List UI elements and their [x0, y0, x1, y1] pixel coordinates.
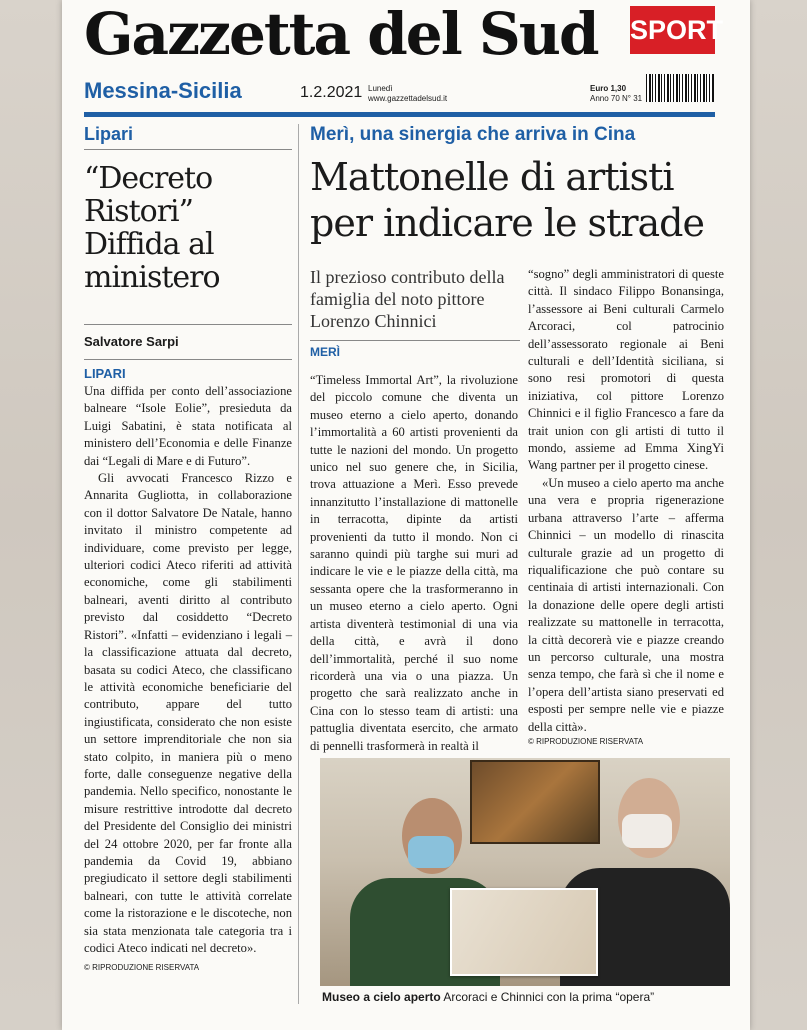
main-subhead: Il prezioso contributo della famiglia del noto pittore Lorenzo Chinnici: [310, 267, 505, 331]
main-column-1: “Timeless Immortal Art”, la rivoluzione del piccolo comune che diventa un museo eterno a cielo aperto, donando l’immortalità a 60 artisti provenienti da tutte le nazioni del mondo. Un progetto unico nel suo genere che, in Sicilia, trova attuazione a Merì. Esso prevede innanzitutto l’installazione di mattonelle in terracotta, dipinte da artisti provenienti da tutto il mondo. Non ci saranno quindi più targhe sui muri ad indicare le vie e le piazze della città, ma sessanta opere che la trasformeranno in un museo eterno a cielo aperto. Ogni artista diventerà testimonial di una via della città, e avrà il dono dell’immortalità, perché il suo nome ricorderà una via o una piazza. Un progetto che sarà realizzato anche in Cina con lo stesso team di artisti: una pattuglia diventata esercito, che armato di pennelli trasformerà in realtà il: [310, 373, 518, 753]
section-label: Lipari: [84, 124, 292, 150]
main-kicker: Merì, una sinergia che arriva in Cina: [310, 124, 636, 145]
left-article: [84, 124, 292, 972]
column-divider: [298, 124, 299, 1004]
year-issue-label: Anno 70 N° 31: [590, 94, 643, 103]
left-body: [84, 383, 292, 957]
issue-day: Lunedì: [368, 84, 393, 93]
left-dateline: LIPARI: [84, 359, 292, 381]
left-paragraph-1: Una diffida per conto dell’associazione balneare “Isole Eolie”, presieduta da Luigi Sabatini, è stata notificata al ministero dell’Economia e delle Finanze dai “Legali di Mare e di Futuro”.: [84, 384, 292, 468]
main-col2-paragraph-2: «Un museo a cielo aperto ma anche una vera e propria rigenerazione urbana attraverso l’arte – afferma Chinnici – un modello di rinascita culturale grazie ad un progetto di riqualificazione che può contare su centinaia di artisti internazionali. Con la donazione delle opere degli artisti realizzate su mattonelle in terracotta, la città decorerà vie e piazze creando un percorso culturale, una mostra senza tempo, che farà sì che il nome e l’opera dell’artista siano preservati ed esposti per sempre nelle vie e piazze della città».: [528, 475, 724, 734]
website-label: www.gazzettadelsud.it: [368, 94, 448, 103]
caption-bold: Museo a cielo aperto: [322, 990, 441, 1004]
main-column-2: [528, 266, 724, 736]
caption-text: Arcoraci e Chinnici con la prima “opera”: [440, 990, 655, 1004]
left-headline: “Decreto Ristori” Diffida al ministero: [84, 161, 220, 295]
face-mask-right: [622, 814, 672, 848]
main-headline: Mattonelle di artisti per indicare le strade: [310, 155, 704, 245]
byline: Salvatore Sarpi: [84, 324, 292, 349]
left-copyright: © RIPRODUZIONE RISERVATA: [84, 963, 200, 973]
price-label: Euro 1,30: [590, 84, 627, 93]
main-dateline: MERÌ: [310, 340, 520, 359]
held-tile-artwork: [450, 888, 598, 976]
sport-badge: SPORT: [630, 6, 715, 54]
main-copyright: © RIPRODUZIONE RISERVATA: [528, 737, 644, 746]
issue-date: 1.2.2021: [300, 84, 363, 101]
left-paragraph-2: Gli avvocati Francesco Rizzo e Annarita Gugliotta, in collaborazione con il dottor Salvatore De Natale, hanno invitato il ministro competente ad individuare, come previsto per legge, ulteriori codici Ateco riferiti ad attività economiche, come gli stabilimenti balneari, aventi diritto al contributo previsto dal cosiddetto “Decreto Ristori”. «Infatti – evidenziano i legali – la classificazione attuata dal decreto, basata su codici Ateco, che classificano le attività economiche beneficiarie del contributo, appare del tutto ingiustificata, considerato che non esiste un settore imprenditoriale che non sia stato colpito, in maniera più o meno forte, dalle conseguenze negative della pandemia. Nello specifico, nonostante le misure restrittive introdotte dal decreto del Presidente del Consiglio dei ministri del 24 ottobre 2020, per far fronte alla pandemia da Covid 19, abbiano pregiudicato il settore degli stabilimenti balneari, con tutte le attività correlate come la ristorazione e le discoteche, non sia stata menzionata tale categoria tra i codici Ateco indicati nel decreto».: [84, 471, 292, 955]
main-col2-paragraph-1: “sogno” degli amministratori di queste città. Il sindaco Filippo Bonansinga, l’assessore ai Beni culturali Carmelo Arcoraci, col patrocinio dell’assessorato regionale ai Beni culturali e dell’Identità siciliana, si sono resi promotori di questa iniziativa, col pittore Lorenzo Chinnici e il figlio Francesco a fare da trait union con gli artisti di tutto il mondo, assieme ad Emma XingYi Wang partner per il progetto cinese.: [528, 267, 724, 473]
photo-caption: [322, 990, 732, 1004]
article-photo: [320, 758, 730, 986]
masthead-title: Gazzetta del Sud: [84, 0, 598, 68]
barcode-icon: [646, 74, 714, 102]
face-mask-left: [408, 836, 454, 868]
wall-painting: [470, 760, 600, 844]
edition-label: Messina-Sicilia: [84, 78, 242, 103]
masthead-divider: [84, 112, 715, 117]
